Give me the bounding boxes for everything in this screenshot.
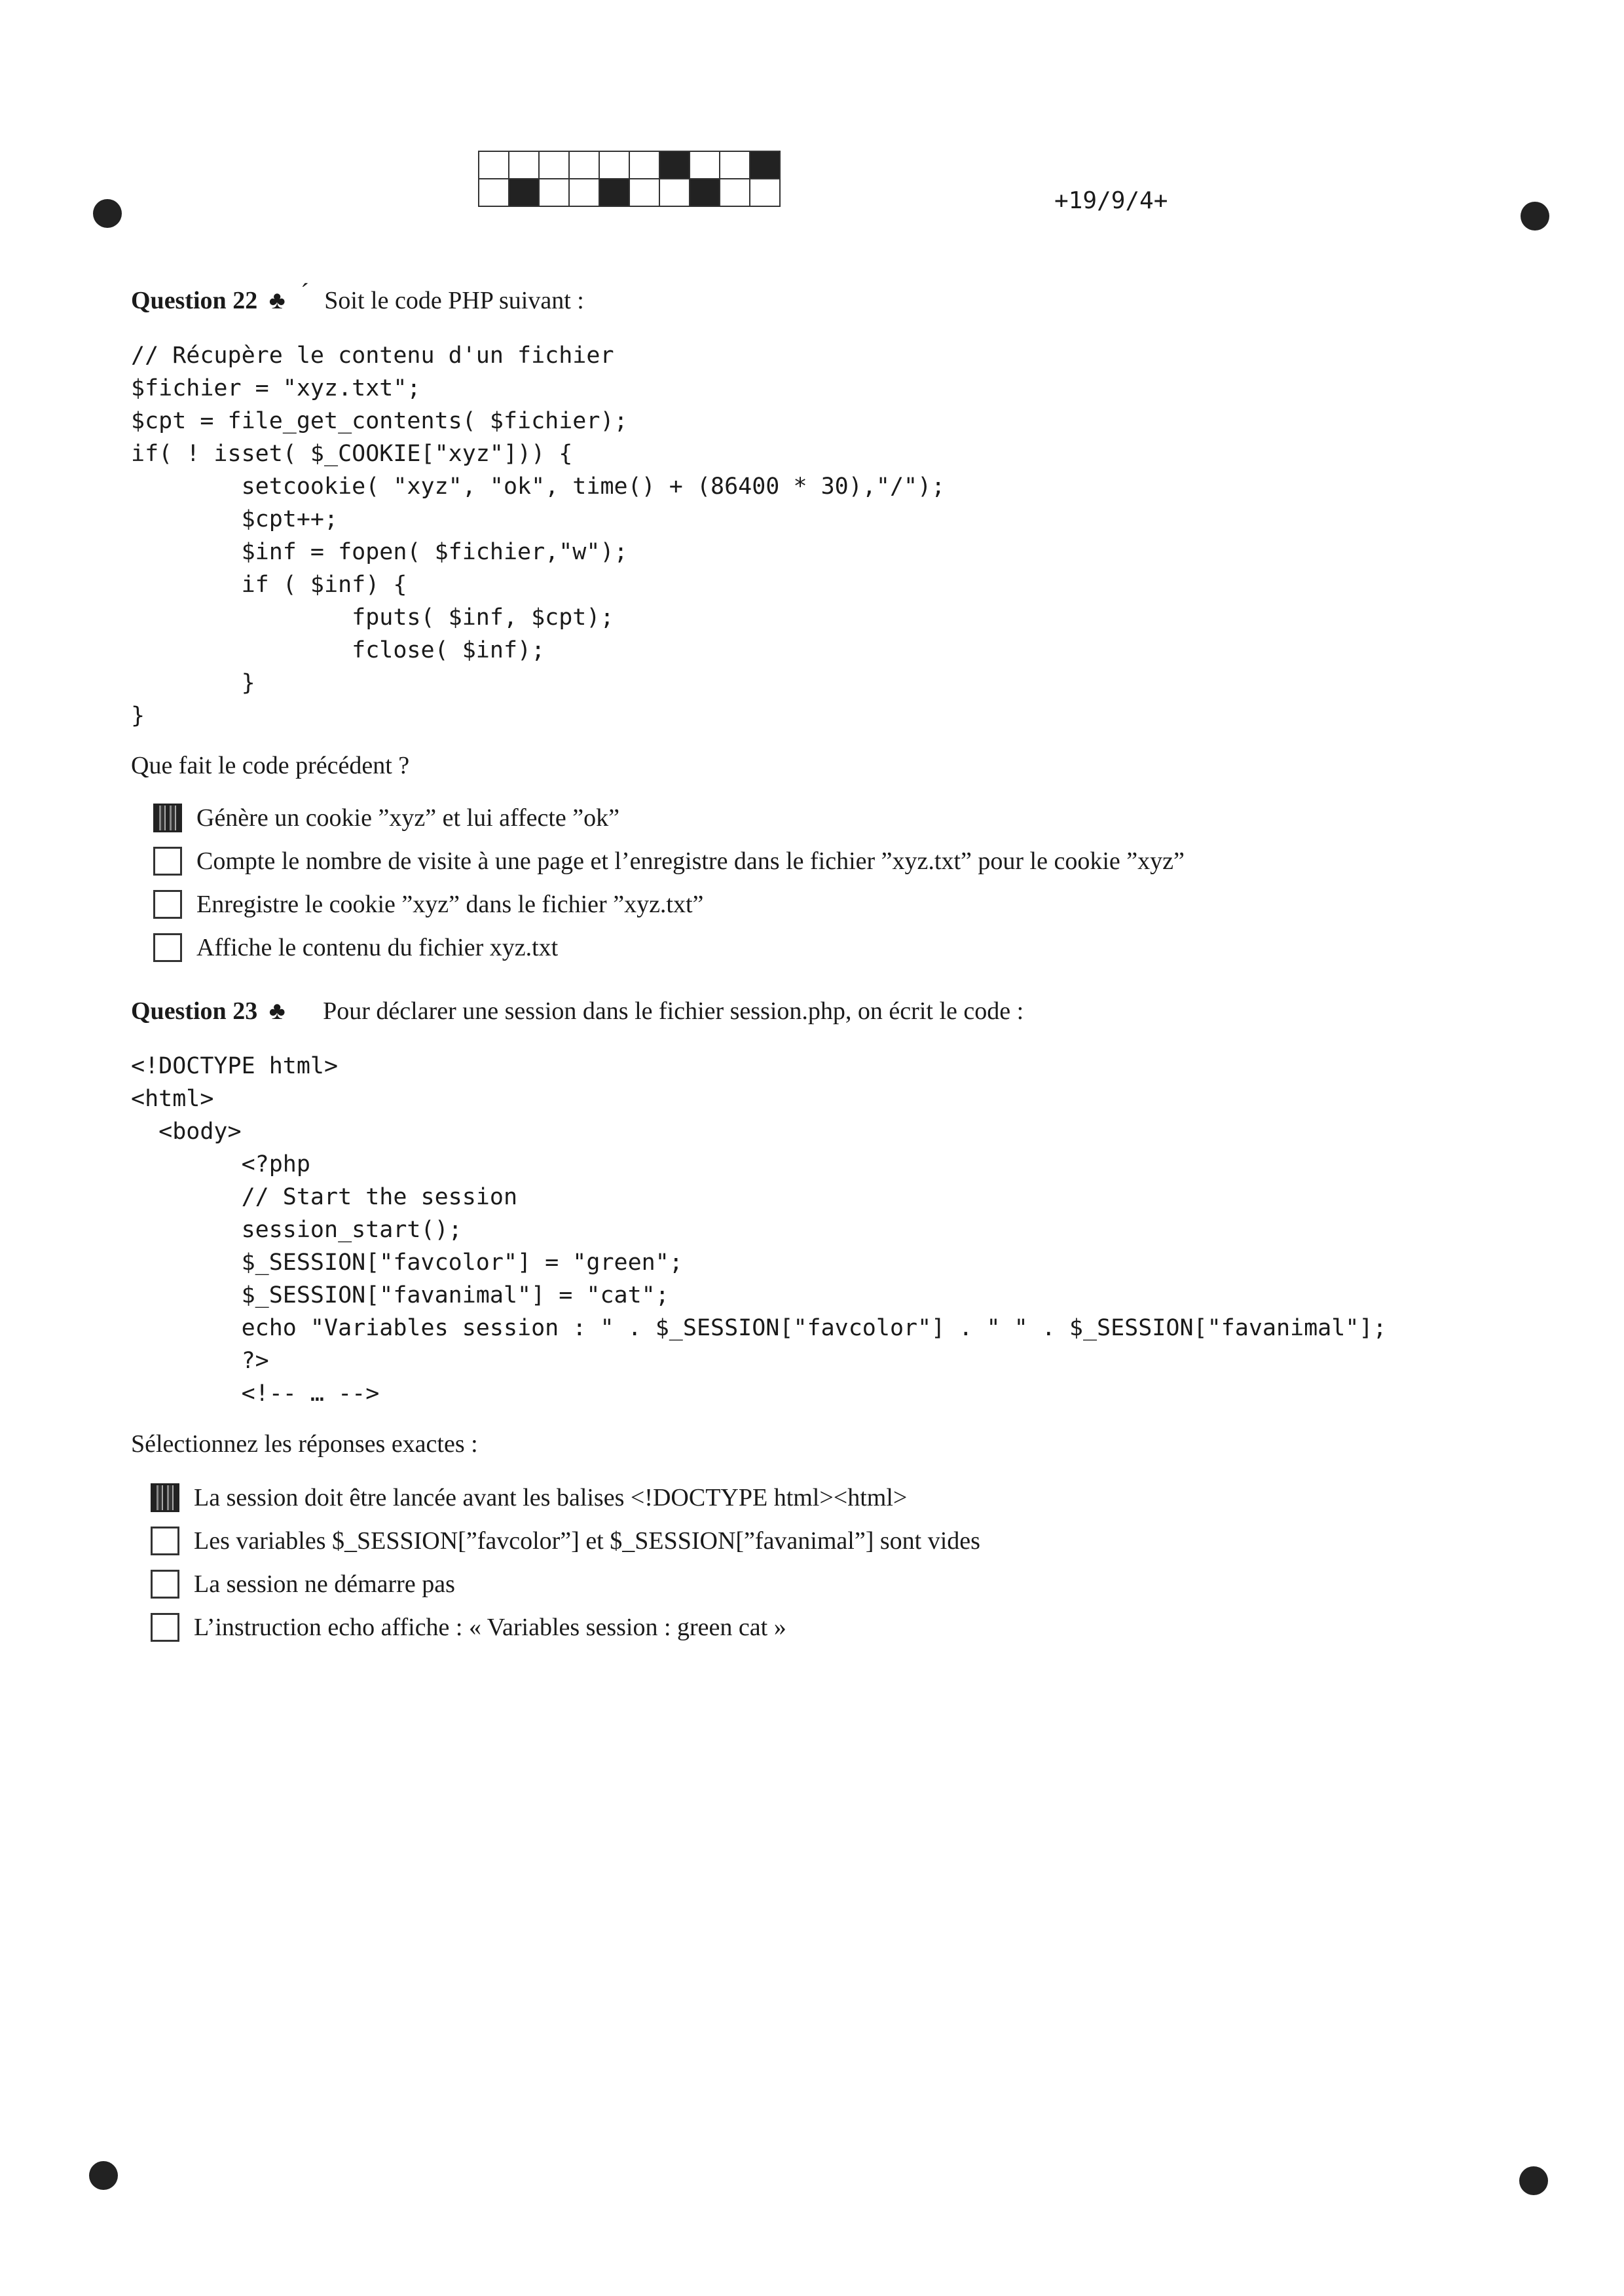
answer-option[interactable] (153, 889, 703, 919)
option-label: La session ne démarre pas (194, 1570, 455, 1598)
sub-prompt: Sélectionnez les réponses exactes : (131, 1430, 478, 1458)
id-grid-cell (689, 151, 720, 179)
club-icon: ♣ (268, 287, 286, 314)
checkbox[interactable] (151, 1527, 179, 1555)
id-grid-cell (689, 178, 720, 207)
question-prompt: Pour déclarer une session dans le fichier session.php, on écrit le code : (323, 997, 1024, 1025)
checkbox[interactable] (151, 1483, 179, 1512)
accent-mark: ´ (301, 279, 309, 306)
corner-mark-top-right (1521, 202, 1549, 231)
answer-option[interactable] (151, 1569, 455, 1599)
id-grid-cell (538, 178, 570, 207)
corner-mark-top-left (93, 199, 122, 228)
id-grid-cell (629, 151, 660, 179)
corner-mark-bottom-left (89, 2161, 118, 2190)
id-grid-cell (538, 151, 570, 179)
checkbox[interactable] (153, 890, 182, 919)
id-grid-cell (749, 178, 781, 207)
answer-option[interactable] (151, 1612, 786, 1642)
sub-prompt: Que fait le code précédent ? (131, 752, 410, 779)
id-grid-cell (629, 178, 660, 207)
checkbox[interactable] (151, 1613, 179, 1642)
option-label: Les variables $_SESSION[”favcolor”] et $_SESSION[”favanimal”] sont vides (194, 1527, 980, 1555)
answer-option[interactable] (151, 1526, 980, 1556)
id-grid-cell (719, 178, 750, 207)
id-grid-cell (599, 151, 630, 179)
option-label: L’instruction echo affiche : « Variables session : green cat » (194, 1614, 786, 1641)
checkbox[interactable] (153, 804, 182, 832)
answer-option[interactable] (153, 933, 558, 963)
id-grid-cell (568, 151, 600, 179)
question-number: Question 23 (131, 997, 258, 1025)
option-label: Compte le nombre de visite à une page et l’enregistre dans le fichier ”xyz.txt” pour le cookie ”xyz” (196, 847, 1185, 875)
id-grid-cell (568, 178, 600, 207)
id-grid-cell (508, 178, 540, 207)
question-23-header (131, 996, 1024, 1026)
id-grid-cell (749, 151, 781, 179)
club-icon: ♣ (268, 997, 286, 1025)
corner-mark-bottom-right (1519, 2166, 1548, 2195)
question-number: Question 22 (131, 287, 258, 314)
answer-option[interactable] (151, 1483, 907, 1513)
question-prompt: Soit le code PHP suivant : (324, 287, 584, 314)
checkbox[interactable] (153, 933, 182, 962)
answer-option[interactable] (153, 846, 1185, 876)
code-block: <!DOCTYPE html> <html> <body> <?php // Start the session session_start(); $_SESSION["favcolor"] = "green"; $_SESSION["favanimal"] = "cat"; echo "Variables session : " . $_SESSION["favcolor"] . " " . $_SESSION["favanimal"]; ?> <!-- … --> (131, 1053, 1387, 1407)
option-label: Enregistre le cookie ”xyz” dans le fichier ”xyz.txt” (196, 891, 704, 918)
checkbox[interactable] (151, 1570, 179, 1599)
id-grid-cell (719, 151, 750, 179)
option-label: La session doit être lancée avant les balises <!DOCTYPE html><html> (194, 1484, 908, 1511)
id-grid-cell (659, 151, 690, 179)
id-grid-cell (599, 178, 630, 207)
id-grid-cell (508, 151, 540, 179)
page-code: +19/9/4+ (1054, 187, 1168, 214)
id-grid (478, 151, 779, 206)
question-22-header (131, 279, 584, 316)
id-grid-cell (478, 151, 509, 179)
option-label: Génère un cookie ”xyz” et lui affecte ”ok” (196, 804, 619, 832)
id-grid-cell (659, 178, 690, 207)
code-block: // Récupère le contenu d'un fichier $fichier = "xyz.txt"; $cpt = file_get_contents( $fichier); if( ! isset( $_COOKIE["xyz"])) { setcookie( "xyz", "ok", time() + (86400 * 30),"/"); $cpt++; $inf = fopen( $fichier,"w"); if ( $inf) { fputs( $inf, $cpt); fclose( $inf); } } (131, 343, 946, 729)
checkbox[interactable] (153, 847, 182, 876)
option-label: Affiche le contenu du fichier xyz.txt (196, 934, 559, 961)
answer-option[interactable] (153, 803, 619, 833)
id-grid-cell (478, 178, 509, 207)
